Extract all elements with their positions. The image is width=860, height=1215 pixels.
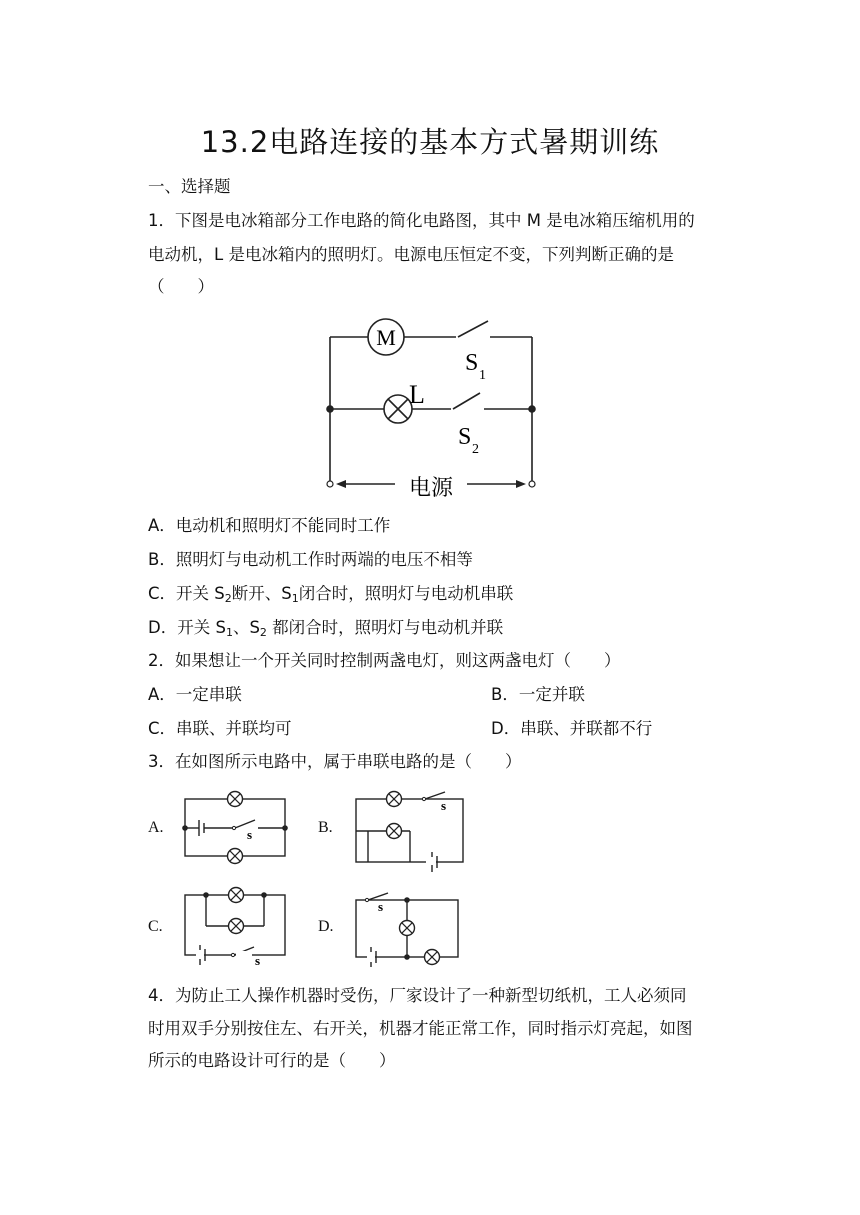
q4-stem-line2: 时用双手分别按住左、右开关，机器才能正常工作，同时指示灯亮起，如图 [148, 1019, 693, 1038]
switch-s1-label: S [465, 350, 479, 376]
q2-option-c: C．串联、并联均可 [148, 719, 292, 738]
q1-option-b: B．照明灯与电动机工作时两端的电压不相等 [148, 550, 473, 569]
switch-s1-subscript: 1 [479, 368, 486, 383]
q3-c-switch-label: s [255, 953, 261, 968]
q1-stem-line2: 电动机，L 是电冰箱内的照明灯。电源电压恒定不变，下列判断正确的是 [148, 245, 674, 264]
q3-label-c: C. [148, 918, 163, 935]
q1-option-c: C．开关 $S_2$断开、$S_1$闭合时，照明灯与电动机串联 [148, 584, 514, 605]
q4-stem-line1: 4．为防止工人操作机器时受伤，厂家设计了一种新型切纸机，工人必须同 [148, 986, 687, 1005]
q2-option-b: B．一定并联 [491, 685, 585, 704]
page-title: 13.2电路连接的基本方式暑期训练 [200, 125, 660, 159]
section-heading: 一、选择题 [148, 177, 231, 196]
q1-stem-line1: 1．下图是电冰箱部分工作电路的简化电路图，其中 M 是电冰箱压缩机用的 [148, 211, 695, 230]
q2-option-a: A．一定串联 [148, 685, 242, 704]
q3-b-switch-label: s [441, 798, 447, 813]
switch-s2-label: S [458, 424, 472, 450]
q3-stem: 3．在如图所示电路中，属于串联电路的是（ ） [148, 752, 522, 771]
q2-option-d: D．串联、并联都不行 [491, 719, 653, 738]
q1-option-a: A．电动机和照明灯不能同时工作 [148, 516, 391, 535]
motor-label: M [376, 325, 396, 350]
switch-s2-subscript: 2 [472, 442, 479, 457]
q3-d-switch-label: s [378, 899, 384, 914]
q4-stem-line3: 所示的电路设计可行的是（ ） [148, 1051, 396, 1070]
q3-label-b: B. [318, 819, 333, 836]
lamp-label: L [409, 380, 425, 409]
q3-label-d: D. [318, 918, 334, 935]
q2-stem: 2．如果想让一个开关同时控制两盏电灯，则这两盏电灯（ ） [148, 651, 621, 670]
power-source-label: 电源 [408, 475, 454, 500]
q1-stem-line3: （ ） [148, 277, 214, 296]
q3-label-a: A. [148, 819, 164, 836]
q1-option-d: D．开关 $S_1$、$S_2$ 都闭合时，照明灯与电动机并联 [148, 618, 504, 639]
q3-a-switch-label: s [247, 827, 253, 842]
